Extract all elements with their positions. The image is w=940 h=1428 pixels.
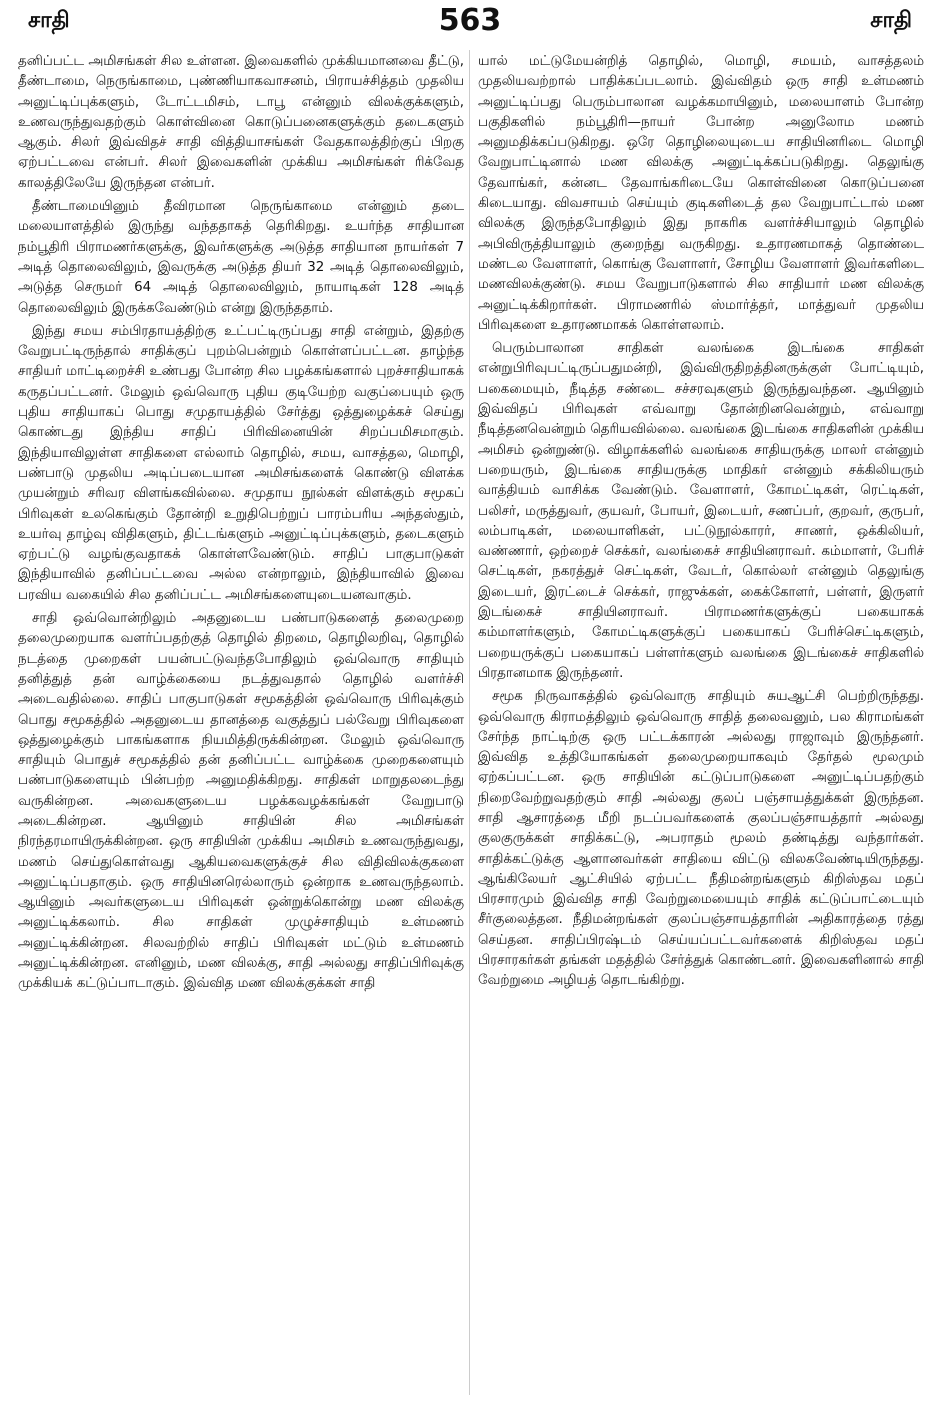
paragraph: சாதி ஒவ்வொன்றிலும் அதனுடைய பண்பாடுகளைத் தலைமுறை தலைமுறையாக வளர்ப்பதற்குத் தொழில் திறமை, தொழிலறிவு, தொழில் நடத்தை முறைகள் பயன்பட்டுவந்தபோதிலும் ஒவ்வொரு சாதியும் தனித்துத் தன் வாழ்க்கையை நடத்துவதால் தொழில் வளர்ச்சி அடைவதில்லை. சாதிப் பாகுபாடுகள் சமூகத்தின் ஒவ்வொரு பிரிவுக்கும் பொது சமூகத்தில் அதனுடைய தானத்தை வகுத்துப் பல்வேறு பிரிவுகளை ஒத்துழைக்கும் பாகங்களாக நியமித்திருக்கின்றன. மேலும் ஒவ்வொரு சாதியும் பொதுச் சமூகத்தில் தன் தனிப்பட்ட வாழ்க்கை முறைகளையும் பண்பாடுகளையும் பின்பற்ற அனுமதிக்கிறது. சாதிகள் மாறுதலடைந்து வருகின்றன. அவைகளுடைய பழக்கவழக்கங்கள் வேறுபாடு அடைகின்றன. ஆயினும் சாதியின் சில அமிசங்கள் நிரந்தரமாயிருக்கின்றன. ஒரு சாதியின் முக்கிய அமிசம் உணவருந்துவது, மணம் செய்துகொள்வது ஆகியவைகளுக்குச் சில விதிவிலக்குகளை அனுட்டிப்பதாகும். ஒரு சாதியினரெல்லாரும் ஒன்றாக உணவருந்தலாம். ஆயினும் அவர்களுடைய பிரிவுகள் ஒன்றுக்கொன்று மண விலக்கு அனுட்டிக்கலாம். சில சாதிகள் முழுச்சாதியும் உள்மணம் அனுட்டிக்கின்றன. சிலவற்றில் சாதிப் பிரிவுகள் மட்டும் உள்மணம் அனுட்டிக்கின்றன. எனினும், மண விலக்கு, சாதி அல்லது சாதிப்பிரிவுக்கு முக்கியக் கட்டுப்பாடாகும். இவ்வித மண விலக்குக்கள் சாதி xyxy=(18,611,464,992)
paragraph: யால் மட்டுமேயன்றித் தொழில், மொழி, சமயம், வாசத்தலம் முதலியவற்றால் பாதிக்கப்படலாம். இவ்விதம் ஒரு சாதி உள்மணம் அனுட்டிப்பது பெரும்பாலான வழக்கமாயினும், மலையாளம் போன்ற பகுதிகளில் நம்பூதிரி—நாயர் போன்ற அனுலோம மணம் அனுமதிக்கப்படுகிறது. ஒரே தொழிலையுடைய சாதியினரிடை மொழி வேறுபாட்டினால் மண விலக்கு அனுட்டிக்கப்படுகிறது. தெலுங்கு தேவாங்கர், கன்னட தேவாங்கரிடையே கொள்வினை கொடுப்பனை கிடையாது. விவசாயம் செய்யும் குடிகளிடைத் தல வேறுபாட்டால் மண விலக்கு இருந்தபோதிலும் இது நாகரிக வளர்ச்சியாலும் தொழில் அபிவிருத்தியாலும் குறைந்து வருகிறது. உதாரணமாகத் தொண்டை மண்டல வேளாளர், கொங்கு வேளாளர், சோழிய வேளாளர் இவர்களிடை மணவிலக்குண்டு. சமய வேறுபாடுகளால் சில சாதியார் மண விலக்கு அனுட்டிக்கிறார்கள். பிராமணரில் ஸ்மார்த்தர், மாத்துவர் முதலிய பிரிவுகளை உதாரணமாகக் கொள்ளலாம். xyxy=(478,54,924,333)
running-header-right: சாதி xyxy=(870,8,912,33)
left-column xyxy=(18,52,464,1392)
page-number: 563 xyxy=(438,3,502,38)
column-divider xyxy=(469,50,470,1395)
paragraph: இந்து சமய சம்பிரதாயத்திற்கு உட்பட்டிருப்பது சாதி என்றும், இதற்கு வேறுபட்டிருந்தால் சாதிக்குப் புறம்பென்றும் கொள்ளப்பட்டன. தாழ்ந்த சாதியர் மாட்டிறைச்சி உண்பது போன்ற சில பழக்கங்களால் புறச்சாதியாகக் கருதப்பட்டனர். மேலும் ஒவ்வொரு புதிய குடியேற்ற வகுப்பையும் ஒரு புதிய சாதியாகப் பொது சமுதாயத்தில் சேர்த்து ஒத்துழைக்கச் செய்து கொண்டது இந்திய சாதிப் பிரிவினையின் சிறப்பமிசமாகும். இந்தியாவிலுள்ள சாதிகளை எல்லாம் தொழில், சமய, வாசத்தல, மொழி, பண்பாடு முதலிய அடிப்படையான அமிசங்களைக் கொண்டு விளக்க முயன்றும் சரிவர விளங்கவில்லை. சமுதாய நூல்கள் விளக்கும் சமூகப் பிரிவுகள் உலகெங்கும் தோன்றி உறுதிபெற்றுப் பாரம்பரிய அந்தஸ்தும், உயர்வு தாழ்வு விதிகளும், திட்டங்களும் அனுட்டிப்புக்களும், தடைகளும் ஏற்பட்டு வழங்குவதாகக் கொள்ளவேண்டும். சாதிப் பாகுபாடுகள் இந்தியாவில் தனிப்பட்டவை அல்ல என்றாலும், இந்தியாவில் இவை பரவிய வகையில் சில தனிப்பட்ட அமிசங்களையுடையனவாகும். xyxy=(18,323,464,603)
running-header-left: சாதி xyxy=(28,8,70,33)
paragraph: தனிப்பட்ட அமிசங்கள் சில உள்ளன. இவைகளில் முக்கியமானவை தீட்டு, தீண்டாமை, நெருங்காமை, புண்ணியாகவாசனம், பிராயச்சித்தம் முதலிய அனுட்டிப்புக்களும், டோட்டமிசம், டாபூ என்னும் விலக்குக்களும், உணவருந்துவதற்கும் கொள்வினை கொடுப்பனைகளுக்கும் தடைகளும் ஆகும். சிலர் இவ்விதச் சாதி வித்தியாசங்கள் வேதகாலத்திற்குப் பிறகு ஏற்பட்டவை என்பர். சிலர் இவைகளின் முக்கிய அமிசங்கள் ரிக்வேத காலத்திலேயே இருந்தன என்பர். xyxy=(18,54,464,191)
right-column xyxy=(478,52,924,1392)
paragraph: சமூக நிருவாகத்தில் ஒவ்வொரு சாதியும் சுயஆட்சி பெற்றிருந்தது. ஒவ்வொரு கிராமத்திலும் ஒவ்வொரு சாதித் தலைவனும், பல கிராமங்கள் சேர்ந்த நாட்டிற்கு ஒரு பட்டக்காரன் அல்லது ராஜாவும் இருந்தனர். இவ்வித உத்தியோகங்கள் தலைமுறையாகவும் தேர்தல் மூலமும் ஏற்கப்பட்டன. ஒரு சாதியின் கட்டுப்பாடுகளை அனுட்டிப்பதற்கும் நிறைவேற்றுவதற்கும் சாதி அல்லது குலப் பஞ்சாயத்துக்கள் இருந்தன. சாதி ஆசாரத்தை மீறி நடப்பவர்களைக் குலப்பஞ்சாயத்தார் அல்லது குலகுருக்கள் சாதிக்கட்டு, அபராதம் மூலம் தண்டித்து வந்தார்கள். சாதிக்கட்டுக்கு ஆளானவர்கள் சாதியை விட்டு விலகவேண்டியிருந்தது. ஆங்கிலேயர் ஆட்சியில் ஏற்பட்ட நீதிமன்றங்களும் கிறிஸ்தவ மதப் பிரசாரமும் இவ்வித சாதி வேற்றுமையையும் சாதிக் கட்டுப்பாட்டையும் சீர்குலைத்தன. நீதிமன்றங்கள் குலப்பஞ்சாயத்தாரின் அதிகாரத்தை ரத்து செய்தன. சாதிப்பிரஷ்டம் செய்யப்பட்டவர்களைக் கிறிஸ்தவ மதப் பிரசாரகர்கள் தங்கள் மதத்தில் சேர்த்துக் கொண்டனர். இவைகளினால் சாதி வேற்றுமை அழியத் தொடங்கிற்று. xyxy=(478,689,924,989)
paragraph: பெரும்பாலான சாதிகள் வலங்கை இடங்கை சாதிகள் என்றுபிரிவுபட்டிருப்பதுமன்றி, இவ்விருதிறத்தினருக்குள் போட்டியும், பகைமையும், நீடித்த சண்டை சச்சரவுகளும் இருந்துவந்தன. ஆயினும் இவ்விதப் பிரிவுகள் எவ்வாறு தோன்றினவென்றும், எவ்வாறு நீடித்தனவென்றும் தெரியவில்லை. வலங்கை இடங்கை சாதிகளின் முக்கிய அமிசம் ஒன்றுண்டு. விழாக்களில் வலங்கை சாதியருக்கு மாலர் என்னும் பறையரும், இடங்கை சாதியருக்கு மாதிகர் என்னும் சக்கிலியரும் வாத்தியம் வாசிக்க வேண்டும். வேளாளர், கோமட்டிகள், ரெட்டிகள், பலிசர், மருத்துவர், குயவர், போயர், இடையர், சணப்பர், குறவர், குருபர், லம்பாடிகள், மலையாளிகள், பட்டுநூல்காரர், சாணர், ஒக்கிலியர், வண்ணார், ஒற்றைச் செக்கர், வலங்கைச் சாதியினராவர். கம்மாளர், பேரிச் செட்டிகள், நகரத்துச் செட்டிகள், வேடர், கொல்லர் என்னும் தெலுங்கு இடையர், இரட்டைச் செக்கர், ராஜுக்கள், கைக்கோளர், பள்ளர், இருளர் இடங்கைச் சாதியினராவர். பிராமணர்களுக்குப் பகையாகக் கம்மாளர்களும், கோமட்டிகளுக்குப் பகையாகப் பேரிச்செட்டிகளும், பறையருக்குப் பகையாகப் பள்ளர்களும் வலங்கை இடங்கைச் சாதிகளில் பிரதானமாக இருந்தனர். xyxy=(478,341,924,681)
paragraph: தீண்டாமையினும் தீவிரமான நெருங்காமை என்னும் தடை மலையாளத்தில் இருந்து வந்ததாகத் தெரிகிறது. உயர்ந்த சாதியான நம்பூதிரி பிராமணர்களுக்கு, இவர்களுக்கு அடுத்த சாதியான நாயர்கள் 7 அடித் தொலைவிலும், இவருக்கு அடுத்த தியர் 32 அடித் தொலைவிலும், அடுத்த செருமர் 64 அடித் தொலைவிலும், நாயாடிகள் 128 அடித் தொலைவிலும் இருக்கவேண்டும் என்று இருந்ததாம். xyxy=(18,199,464,316)
